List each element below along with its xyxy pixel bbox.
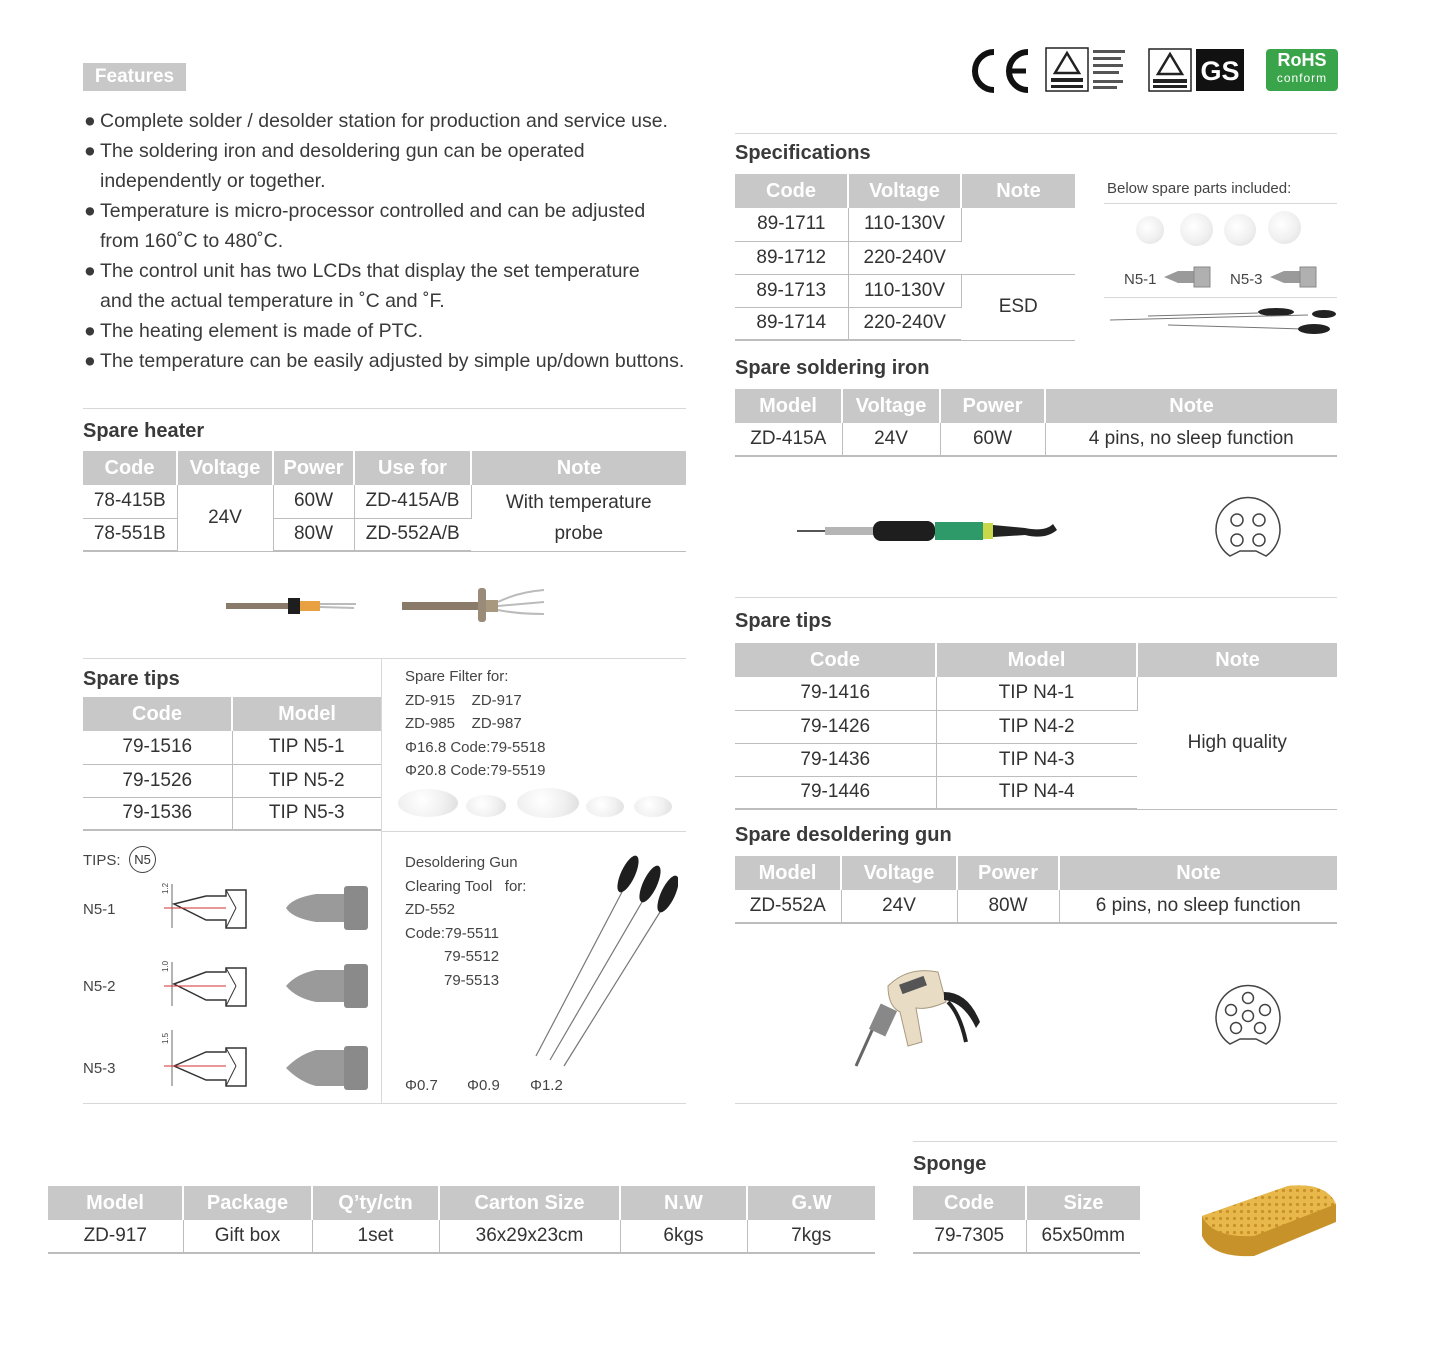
table-row: 79-7305 65x50mm — [913, 1220, 1140, 1253]
column-header: Q’ty/ctn — [312, 1186, 439, 1220]
tip-n5-1-photo-icon — [282, 884, 370, 932]
tip-n5-3-icon — [1268, 265, 1318, 289]
tip-n5-1-diagram-icon — [160, 880, 252, 934]
column-header: Voltage — [841, 856, 957, 890]
specifications-table — [735, 174, 1075, 341]
sponge-icon — [1196, 1180, 1342, 1260]
spare-desoldering-gun-table — [735, 856, 1337, 924]
column-header: Note — [1137, 643, 1337, 677]
clearing-tool-info: Desoldering Gun Clearing Tool for: ZD-552 Code:79-5511 79-5512 79-5513 — [405, 854, 527, 989]
tips-n5-badge: N5 — [129, 846, 156, 873]
packing-table — [48, 1186, 875, 1254]
feature-item: ● Complete solder / desolder station for production and service use. — [84, 110, 668, 132]
table-row: 79-1536 TIP N5-3 — [83, 797, 381, 830]
divider — [83, 658, 686, 659]
feature-item: ● The soldering iron and desoldering gun can be operated independently or together. — [84, 140, 585, 192]
column-header: G.W — [747, 1186, 875, 1220]
table-row: ZD-415A 24V 60W 4 pins, no sleep function — [735, 423, 1337, 456]
rohs-label: RoHS — [1277, 50, 1327, 70]
column-header: Model — [936, 643, 1137, 677]
divider — [381, 658, 382, 1104]
column-header: Package — [183, 1186, 312, 1220]
column-header: Code — [83, 451, 177, 485]
diameter-label: Φ0.9 — [467, 1077, 500, 1094]
spare-filter-info: Spare Filter for: ZD-915 ZD-917 ZD-985 ZD-987 Φ16.8 Code:79-5518 Φ20.8 Code:79-5519 — [405, 668, 546, 779]
column-header: Power — [940, 389, 1045, 423]
tips-label: TIPS: — [83, 852, 121, 869]
tuv-gs-certified-icon — [1148, 48, 1248, 92]
feature-item: ● The heating element is made of PTC. — [84, 320, 423, 342]
table-row: 89-1711 110-130V — [735, 208, 1075, 241]
high-quality-note: High quality — [1137, 677, 1337, 809]
spare-tips-n4-title: Spare tips — [735, 610, 832, 632]
table-row: 79-1436 TIP N4-3 — [735, 743, 1337, 776]
rohs-conform-badge — [1266, 49, 1338, 91]
spare-tips-n4-table — [735, 643, 1337, 810]
table-row: 79-1416 TIP N4-1 High quality — [735, 677, 1337, 710]
column-header: Code — [83, 697, 232, 731]
tip-n5-2-photo-icon — [282, 962, 370, 1010]
clearing-tool-needles-icon — [528, 852, 678, 1068]
filter-disc-icon — [398, 789, 458, 817]
table-row: 78-551B 80W ZD-552A/B — [83, 518, 686, 551]
table-row: 79-1516 TIP N5-1 — [83, 731, 381, 764]
features-tag — [83, 63, 186, 91]
tip-label: N5-1 — [1124, 271, 1157, 288]
table-row: ZD-917 Gift box 1set 36x29x23cm 6kgs 7kgs — [48, 1220, 875, 1253]
tip-label: N5-1 — [83, 901, 116, 918]
divider — [381, 831, 686, 832]
tip-n5-2-diagram-icon — [160, 958, 252, 1012]
column-header: Model — [735, 389, 842, 423]
table-row: 89-1713 110-130V ESD — [735, 274, 1075, 307]
sponge-title: Sponge — [913, 1153, 987, 1175]
spare-soldering-iron-title: Spare soldering iron — [735, 357, 930, 379]
table-row: 79-1526 TIP N5-2 — [83, 764, 381, 797]
filter-disc-icon — [1268, 211, 1301, 244]
column-header: Voltage — [177, 451, 273, 485]
heater-element-415-icon — [222, 592, 362, 620]
specifications-title: Specifications — [735, 142, 871, 164]
column-header: Code — [913, 1186, 1026, 1220]
table-row: 89-1712 220-240V — [735, 241, 1075, 274]
filter-disc-icon — [517, 788, 579, 818]
column-header: Model — [232, 697, 381, 731]
clearing-needles-icon — [1108, 303, 1338, 339]
filter-disc-icon — [586, 796, 624, 817]
column-header: Use for — [354, 451, 471, 485]
spare-tips-n5-title: Spare tips — [83, 668, 180, 690]
filter-disc-icon — [466, 795, 506, 817]
soldering-iron-icon — [795, 508, 1065, 554]
column-header: Size — [1026, 1186, 1140, 1220]
column-header: Power — [957, 856, 1059, 890]
table-row: 79-1426 TIP N4-2 — [735, 710, 1337, 743]
column-header: Note — [961, 174, 1075, 208]
column-header: Model — [48, 1186, 183, 1220]
spare-tips-n5-table — [83, 697, 381, 831]
divider — [83, 1103, 686, 1104]
divider — [1104, 297, 1337, 298]
svg-text:1.5: 1.5 — [161, 1032, 170, 1044]
filter-disc-icon — [634, 796, 672, 817]
six-pin-connector-icon — [1212, 982, 1284, 1052]
divider — [913, 1141, 1337, 1142]
column-header: Voltage — [842, 389, 940, 423]
column-header: N.W — [620, 1186, 747, 1220]
table-row: ZD-552A 24V 80W 6 pins, no sleep function — [735, 890, 1337, 923]
features-tag-label: Features — [94, 66, 175, 87]
spare-desoldering-gun-title: Spare desoldering gun — [735, 824, 952, 846]
divider — [735, 597, 1337, 598]
spare-parts-caption: Below spare parts included: — [1107, 180, 1292, 197]
column-header: Voltage — [848, 174, 961, 208]
heater-element-552-icon — [398, 584, 548, 626]
tip-label: N5-2 — [83, 978, 116, 995]
four-pin-connector-icon — [1212, 496, 1284, 564]
gs-label: GS — [1200, 56, 1240, 86]
rohs-sub-label: conform — [1276, 71, 1328, 85]
tip-n5-1-icon — [1162, 265, 1212, 289]
esd-note: ESD — [961, 274, 1075, 340]
column-header: Code — [735, 643, 936, 677]
table-row: 78-415B 24V 60W ZD-415A/B With temperature probe — [83, 485, 686, 518]
tip-label: N5-3 — [83, 1060, 116, 1077]
spare-soldering-iron-table — [735, 389, 1337, 457]
feature-item: ● The temperature can be easily adjusted by simple up/down buttons. — [84, 350, 685, 372]
svg-text:1.0: 1.0 — [161, 960, 170, 972]
table-row: 89-1714 220-240V — [735, 307, 1075, 340]
tip-label: N5-3 — [1230, 271, 1263, 288]
column-header: Note — [1059, 856, 1337, 890]
divider — [1104, 203, 1337, 204]
filter-disc-icon — [1224, 214, 1256, 246]
divider — [83, 408, 686, 409]
tip-n5-3-photo-icon — [282, 1044, 370, 1092]
column-header: Note — [1045, 389, 1337, 423]
table-row: 79-1446 TIP N4-4 — [735, 776, 1337, 809]
tip-n5-3-diagram-icon — [160, 1026, 252, 1092]
feature-item: ● The control unit has two LCDs that display the set temperature and the actual temperature in ˚C and ˚F. — [84, 260, 640, 312]
feature-item: ● Temperature is micro-processor controlled and can be adjusted from 160˚C to 480˚C. — [84, 200, 646, 252]
column-header: Model — [735, 856, 841, 890]
column-header: Note — [471, 451, 686, 485]
divider — [735, 1103, 1337, 1104]
filter-disc-icon — [1180, 213, 1213, 246]
column-header: Power — [273, 451, 354, 485]
column-header: Carton Size — [439, 1186, 620, 1220]
diameter-label: Φ0.7 — [405, 1077, 438, 1094]
spare-heater-title: Spare heater — [83, 420, 205, 442]
spare-heater-table — [83, 451, 686, 552]
svg-text:1.2: 1.2 — [161, 882, 170, 894]
heater-note: With temperature probe — [471, 485, 686, 551]
column-header: Code — [735, 174, 848, 208]
desoldering-gun-icon — [848, 962, 988, 1070]
divider — [735, 133, 1337, 134]
sponge-table — [913, 1186, 1140, 1254]
tuv-rheinland-certified-icon — [1045, 47, 1130, 92]
diameter-label: Φ1.2 — [530, 1077, 563, 1094]
ce-mark-icon — [966, 48, 1032, 94]
filter-disc-icon — [1136, 216, 1164, 244]
heater-voltage: 24V — [177, 485, 273, 551]
